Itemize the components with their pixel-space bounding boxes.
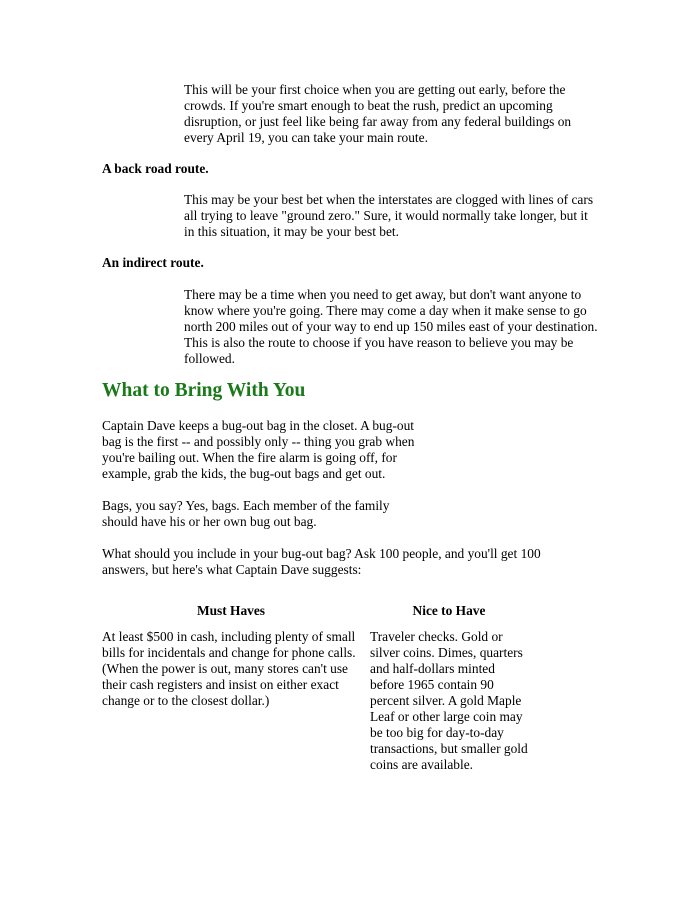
back-road-route-label: A back road route. — [102, 161, 209, 176]
bug-out-bag-paragraph: Captain Dave keeps a bug-out bag in the closet. A bug-out bag is the first -- and possibly only -- thing you grab when you're bailing out. When the fire alarm is going off, for example, grab the kids, the bug-out bags and get out. — [102, 418, 415, 481]
indirect-route-paragraph: There may be a time when you need to get away, but don't want anyone to know where you're going. There may come a day when it make sense to go north 200 miles out of your way to end up 150 miles east of your destination. This is also the route to choose if you have reason to believe you may be followed. — [184, 287, 598, 366]
suggestions-intro-paragraph: What should you include in your bug-out bag? Ask 100 people, and you'll get 100 answers, but here's what Captain Dave suggests: — [102, 546, 541, 577]
nice-to-have-item: Traveler checks. Gold or silver coins. Dimes, quarters and half-dollars minted before 1965 contain 90 percent silver. A gold Maple Leaf or other large coin may be too big for day-to-day transactions, but smaller gold coins are available. — [370, 629, 528, 772]
bags-paragraph: Bags, you say? Yes, bags. Each member of the family should have his or her own bug out bag. — [102, 498, 390, 529]
nice-to-have-header: Nice to Have — [412, 603, 486, 618]
back-road-route-paragraph: This may be your best bet when the interstates are clogged with lines of cars all trying to leave "ground zero." Sure, it would normally take longer, but it in this situation, it may be your best bet. — [184, 192, 594, 239]
indirect-route-label: An indirect route. — [102, 255, 204, 270]
must-haves-header: Must Haves — [196, 603, 266, 618]
must-haves-item: At least $500 in cash, including plenty of small bills for incidentals and change for phone calls. (When the power is out, many stores can't use their cash registers and insist on either exact change or to the closest dollar.) — [102, 629, 356, 708]
section-heading: What to Bring With You — [102, 380, 306, 401]
main-route-paragraph: This will be your first choice when you are getting out early, before the crowds. If you're smart enough to beat the rush, predict an upcoming disruption, or just feel like being far away from any federal buildings on every April 19, you can take your main route. — [184, 82, 572, 145]
